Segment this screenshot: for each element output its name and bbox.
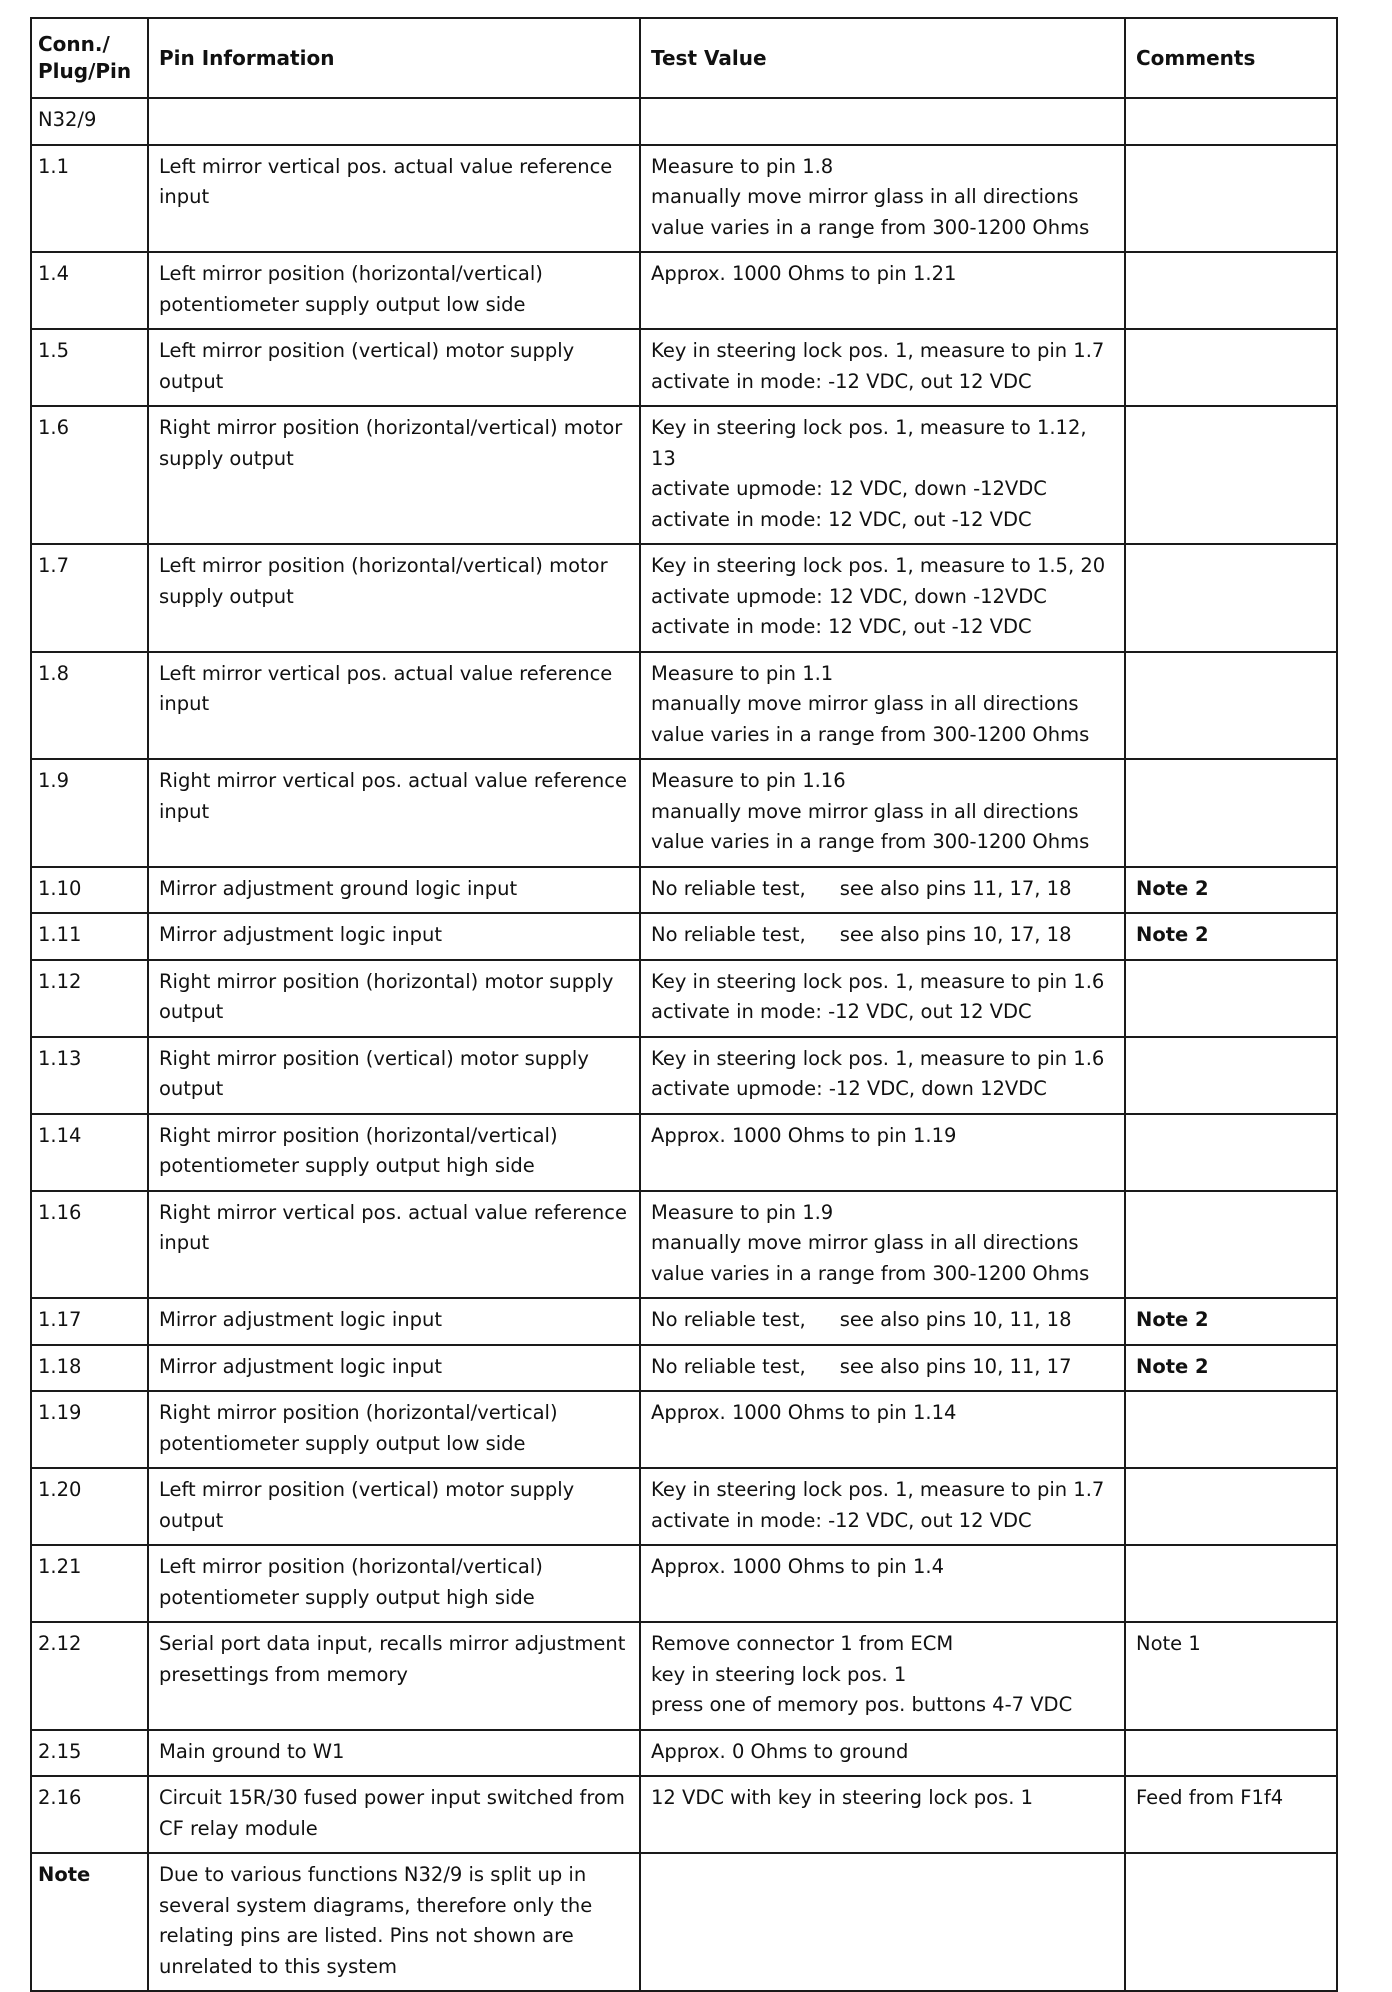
- pin-number: 1.16: [31, 1191, 148, 1299]
- test-value-primary: No reliable test,: [651, 1308, 806, 1331]
- pin-information: Mirror adjustment logic input: [148, 1298, 640, 1345]
- pin-test-table: [30, 17, 1338, 1992]
- test-value: [640, 913, 1125, 960]
- header-test-value: Test Value: [640, 18, 1125, 98]
- header-pin-information: Pin Information: [148, 18, 640, 98]
- test-value: Approx. 1000 Ohms to pin 1.19: [640, 1114, 1125, 1191]
- comment: [1125, 544, 1337, 652]
- comment: [1125, 1191, 1337, 1299]
- comment: [1125, 1468, 1337, 1545]
- pin-information: Right mirror position (vertical) motor supply output: [148, 1037, 640, 1114]
- table-row: [31, 1622, 1337, 1730]
- test-value-primary: No reliable test,: [651, 1354, 806, 1378]
- connector-test: [640, 98, 1125, 145]
- pin-information: Left mirror position (horizontal/vertical) motor supply output: [148, 544, 640, 652]
- pin-number: 1.19: [31, 1391, 148, 1468]
- table-row: [31, 1191, 1337, 1299]
- pin-number: 1.5: [31, 329, 148, 406]
- pin-information: Left mirror position (horizontal/vertical) potentiometer supply output high side: [148, 1545, 640, 1622]
- pin-number: 1.9: [31, 759, 148, 867]
- table-row: [31, 1468, 1337, 1545]
- note-label: Note: [31, 1853, 148, 1991]
- comment: [1125, 1391, 1337, 1468]
- pin-number: 1.10: [31, 867, 148, 914]
- pin-information: Right mirror position (horizontal/vertical) potentiometer supply output high side: [148, 1114, 640, 1191]
- test-value-primary: No reliable test,: [651, 876, 806, 900]
- pin-number: 1.13: [31, 1037, 148, 1114]
- test-value: Measure to pin 1.1 manually move mirror glass in all directions value varies in a range from 300-1200 Ohms: [640, 652, 1125, 760]
- pin-information: Left mirror vertical pos. actual value reference input: [148, 652, 640, 760]
- comment: Note 2: [1125, 1345, 1337, 1392]
- pin-information: Mirror adjustment logic input: [148, 913, 640, 960]
- pin-information: Right mirror vertical pos. actual value reference input: [148, 759, 640, 867]
- pin-information: Right mirror vertical pos. actual value reference input: [148, 1191, 640, 1299]
- table-row: [31, 1037, 1337, 1114]
- pin-number: 1.1: [31, 145, 148, 253]
- pin-number: 1.14: [31, 1114, 148, 1191]
- table-row: [31, 652, 1337, 760]
- note-text: Due to various functions N32/9 is split up in several system diagrams, therefore only the relating pins are listed. Pins not shown are unrelated to this system: [148, 1853, 640, 1991]
- test-value: [640, 1345, 1125, 1392]
- comment: [1125, 1545, 1337, 1622]
- comment: Note 1: [1125, 1622, 1337, 1730]
- table-row: [31, 913, 1337, 960]
- pin-information: Circuit 15R/30 fused power input switched from CF relay module: [148, 1776, 640, 1853]
- test-value: Remove connector 1 from ECM key in steering lock pos. 1 press one of memory pos. buttons 4-7 VDC: [640, 1622, 1125, 1730]
- comment: Feed from F1f4: [1125, 1776, 1337, 1853]
- pin-number: 1.6: [31, 406, 148, 544]
- pin-information: Main ground to W1: [148, 1730, 640, 1777]
- table-row: [31, 1730, 1337, 1777]
- pin-information: Left mirror position (horizontal/vertical) potentiometer supply output low side: [148, 252, 640, 329]
- test-value: Key in steering lock pos. 1, measure to 1.12, 13 activate upmode: 12 VDC, down -12VDC activate in mode: 12 VDC, out -12 VDC: [640, 406, 1125, 544]
- header-row: [31, 18, 1337, 98]
- note-test-empty: [640, 1853, 1125, 1991]
- pin-number: 2.16: [31, 1776, 148, 1853]
- comment: Note 2: [1125, 1298, 1337, 1345]
- header-comments: Comments: [1125, 18, 1337, 98]
- connector-comment: [1125, 98, 1337, 145]
- comment: [1125, 960, 1337, 1037]
- comment: [1125, 329, 1337, 406]
- test-value-reference: see also pins 10, 17, 18: [839, 923, 1072, 946]
- test-value: 12 VDC with key in steering lock pos. 1: [640, 1776, 1125, 1853]
- pin-information: Serial port data input, recalls mirror adjustment presettings from memory: [148, 1622, 640, 1730]
- comment: [1125, 145, 1337, 253]
- test-value: Approx. 1000 Ohms to pin 1.4: [640, 1545, 1125, 1622]
- pin-information: Right mirror position (horizontal) motor supply output: [148, 960, 640, 1037]
- comment: [1125, 652, 1337, 760]
- connector-row: [31, 98, 1337, 145]
- table-row: [31, 252, 1337, 329]
- test-value: Measure to pin 1.9 manually move mirror glass in all directions value varies in a range from 300-1200 Ohms: [640, 1191, 1125, 1299]
- pin-information: Left mirror vertical pos. actual value reference input: [148, 145, 640, 253]
- table-row: [31, 145, 1337, 253]
- table-row: [31, 406, 1337, 544]
- table-row: [31, 960, 1337, 1037]
- table-row: [31, 1776, 1337, 1853]
- pin-information: Right mirror position (horizontal/vertical) potentiometer supply output low side: [148, 1391, 640, 1468]
- test-value: Key in steering lock pos. 1, measure to pin 1.6 activate in mode: -12 VDC, out 12 VDC: [640, 960, 1125, 1037]
- comment: [1125, 759, 1337, 867]
- pin-number: 1.4: [31, 252, 148, 329]
- pin-information: Mirror adjustment logic input: [148, 1345, 640, 1392]
- pin-number: 1.21: [31, 1545, 148, 1622]
- pin-number: 1.20: [31, 1468, 148, 1545]
- test-value: Measure to pin 1.8 manually move mirror glass in all directions value varies in a range from 300-1200 Ohms: [640, 145, 1125, 253]
- note-comment-empty: [1125, 1853, 1337, 1991]
- table-row: [31, 1391, 1337, 1468]
- table-row: [31, 1298, 1337, 1345]
- table-row: [31, 1345, 1337, 1392]
- table-row: [31, 544, 1337, 652]
- table-row: [31, 867, 1337, 914]
- comment: Note 2: [1125, 913, 1337, 960]
- test-value-primary: No reliable test,: [651, 923, 806, 946]
- comment: [1125, 1114, 1337, 1191]
- pin-number: 1.8: [31, 652, 148, 760]
- note-row: [31, 1853, 1337, 1991]
- table-row: [31, 1114, 1337, 1191]
- test-value: Approx. 1000 Ohms to pin 1.21: [640, 252, 1125, 329]
- pin-number: 1.18: [31, 1345, 148, 1392]
- comment: [1125, 252, 1337, 329]
- pin-information: Right mirror position (horizontal/vertical) motor supply output: [148, 406, 640, 544]
- connector-info: [148, 98, 640, 145]
- pin-number: 1.11: [31, 913, 148, 960]
- test-value-reference: see also pins 10, 11, 17: [839, 1354, 1072, 1378]
- comment: Note 2: [1125, 867, 1337, 914]
- test-value-reference: see also pins 11, 17, 18: [839, 876, 1072, 900]
- pin-number: 2.15: [31, 1730, 148, 1777]
- test-value: Key in steering lock pos. 1, measure to 1.5, 20 activate upmode: 12 VDC, down -12VDC activate in mode: 12 VDC, out -12 VDC: [640, 544, 1125, 652]
- test-value: Approx. 0 Ohms to ground: [640, 1730, 1125, 1777]
- test-value-reference: see also pins 10, 11, 18: [839, 1308, 1072, 1331]
- test-value: Measure to pin 1.16 manually move mirror glass in all directions value varies in a range from 300-1200 Ohms: [640, 759, 1125, 867]
- header-conn-plug-pin: Conn./ Plug/Pin: [31, 18, 148, 98]
- test-value: Approx. 1000 Ohms to pin 1.14: [640, 1391, 1125, 1468]
- pin-number: 1.7: [31, 544, 148, 652]
- test-value: Key in steering lock pos. 1, measure to pin 1.6 activate upmode: -12 VDC, down 12VDC: [640, 1037, 1125, 1114]
- test-value: Key in steering lock pos. 1, measure to pin 1.7 activate in mode: -12 VDC, out 12 VDC: [640, 329, 1125, 406]
- pin-number: 2.12: [31, 1622, 148, 1730]
- table-row: [31, 1545, 1337, 1622]
- pin-information: Mirror adjustment ground logic input: [148, 867, 640, 914]
- comment: [1125, 1730, 1337, 1777]
- test-value: [640, 1298, 1125, 1345]
- pin-information: Left mirror position (vertical) motor supply output: [148, 329, 640, 406]
- test-value: Key in steering lock pos. 1, measure to pin 1.7 activate in mode: -12 VDC, out 12 VDC: [640, 1468, 1125, 1545]
- table-row: [31, 759, 1337, 867]
- pin-information: Left mirror position (vertical) motor supply output: [148, 1468, 640, 1545]
- test-value: [640, 867, 1125, 914]
- pin-number: 1.12: [31, 960, 148, 1037]
- comment: [1125, 1037, 1337, 1114]
- pin-number: 1.17: [31, 1298, 148, 1345]
- comment: [1125, 406, 1337, 544]
- connector-id: N32/9: [31, 98, 148, 145]
- table-row: [31, 329, 1337, 406]
